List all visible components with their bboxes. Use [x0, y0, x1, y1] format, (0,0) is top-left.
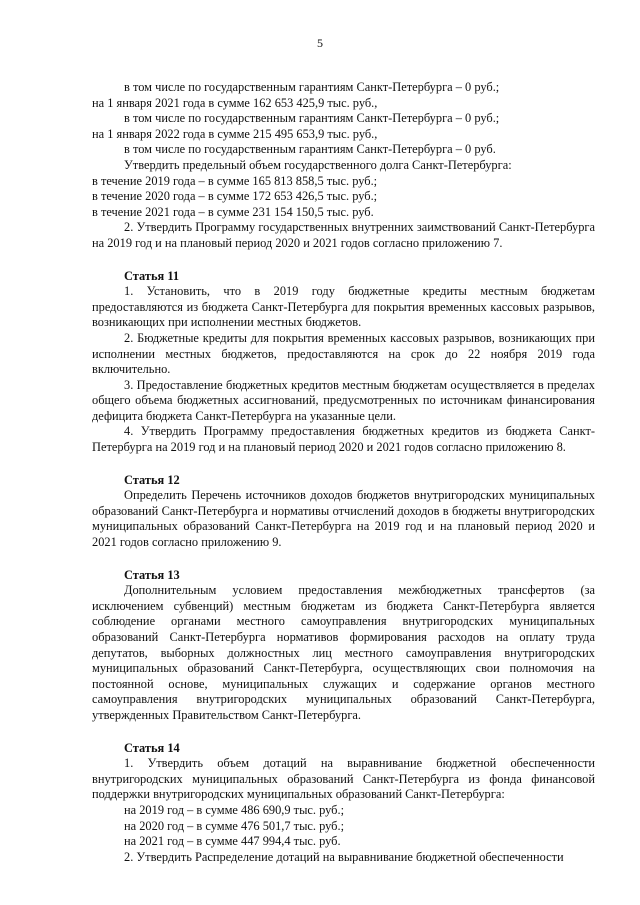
debt-line: в том числе по государственным гарантиям Санкт-Петербурга – 0 руб.: [124, 142, 496, 157]
article-heading: Статья 13: [124, 567, 180, 582]
paragraph: 2. Утвердить Распределение дотаций на выравнивание бюджетной обеспеченности: [124, 849, 564, 864]
debt-line: в том числе по государственным гарантиям Санкт-Петербурга – 0 руб.;: [124, 80, 500, 94]
paragraph: 3. Предоставление бюджетных кредитов местным бюджетам осуществляется в пределах общего объема бюджетных ассигнований, предусмотренных по источникам финансирования дефицита бюджета Санкт-Петербурга на указанные цели.: [92, 377, 595, 423]
article-heading: Статья 12: [124, 472, 180, 487]
paragraph: 2. Бюджетные кредиты для покрытия временных кассовых разрывов, возникающих при исполнении местных бюджетов, предоставляются на срок до 22 ноября 2019 года включительно.: [92, 330, 595, 377]
paragraph: Дополнительным условием предоставления межбюджетных трансфертов (за исключением субвенций) местным бюджетам из бюджета Санкт-Петербурга является соблюдение органами местного самоуправления внутригородских муниципальных образований Санкт-Петербурга нормативов формирования расходов на оплату труда депутатов, выборных должностных лиц местного самоуправления внутригородских муниципальных образований Санкт-Петербурга, осуществляющих свои полномочия на постоянной основе, муниципальных служащих и содержание органов местного самоуправления внутригородских муниципальных образований Санкт-Петербурга, утвержденных Правительством Санкт-Петербурга.: [92, 583, 595, 722]
article-heading: Статья 14: [124, 740, 180, 755]
debt-line: в том числе по государственным гарантиям Санкт-Петербурга – 0 руб.;: [124, 111, 500, 126]
subsidy-line: на 2019 год – в сумме 486 690,9 тыс. руб.;: [124, 802, 345, 817]
debt-line: Утвердить предельный объем государственного долга Санкт-Петербурга:: [124, 157, 512, 172]
paragraph: 1. Утвердить объем дотаций на выравнивание бюджетной обеспеченности внутригородских муниципальных образований Санкт-Петербурга из фонда финансовой поддержки внутригородских муниципальных образований Санкт-Петербурга:: [92, 756, 595, 802]
debt-line: в течение 2019 года – в сумме 165 813 858,5 тыс. руб.;: [92, 173, 378, 188]
paragraph: 4. Утвердить Программу предоставления бюджетных кредитов из бюджета Санкт-Петербурга на 2019 год и на плановый период 2020 и 2021 годов согласно приложению 8.: [92, 424, 595, 455]
debt-line: в течение 2020 года – в сумме 172 653 426,5 тыс. руб.;: [92, 189, 378, 204]
page-number: 5: [317, 36, 323, 50]
paragraph: 2. Утвердить Программу государственных внутренних заимствований Санкт-Петербурга на 2019 год и на плановый период 2020 и 2021 годов согласно приложению 7.: [92, 220, 595, 250]
article-heading: Статья 11: [124, 268, 180, 283]
subsidy-line: на 2021 год – в сумме 447 994,4 тыс. руб.: [124, 834, 341, 849]
paragraph: Определить Перечень источников доходов бюджетов внутригородских муниципальных образований Санкт-Петербурга и нормативы отчислений доходов в бюджеты внутригородских муниципальных образований Санкт-Петербурга на 2019 год и на плановый период 2020 и 2021 годов согласно приложению 9.: [92, 488, 595, 550]
debt-line: в течение 2021 года – в сумме 231 154 150,5 тыс. руб.: [92, 204, 374, 219]
debt-line: на 1 января 2022 года в сумме 215 495 653,9 тыс. руб.,: [92, 126, 378, 141]
subsidy-line: на 2020 год – в сумме 476 501,7 тыс. руб.;: [124, 818, 345, 833]
document-body: [92, 80, 595, 865]
paragraph: 1. Установить, что в 2019 году бюджетные кредиты местным бюджетам предоставляются из бюджета Санкт-Петербурга для покрытия временных кассовых разрывов, возникающих при исполнении местных бюджетов.: [92, 284, 595, 330]
debt-line: на 1 января 2021 года в сумме 162 653 425,9 тыс. руб.,: [92, 95, 378, 110]
